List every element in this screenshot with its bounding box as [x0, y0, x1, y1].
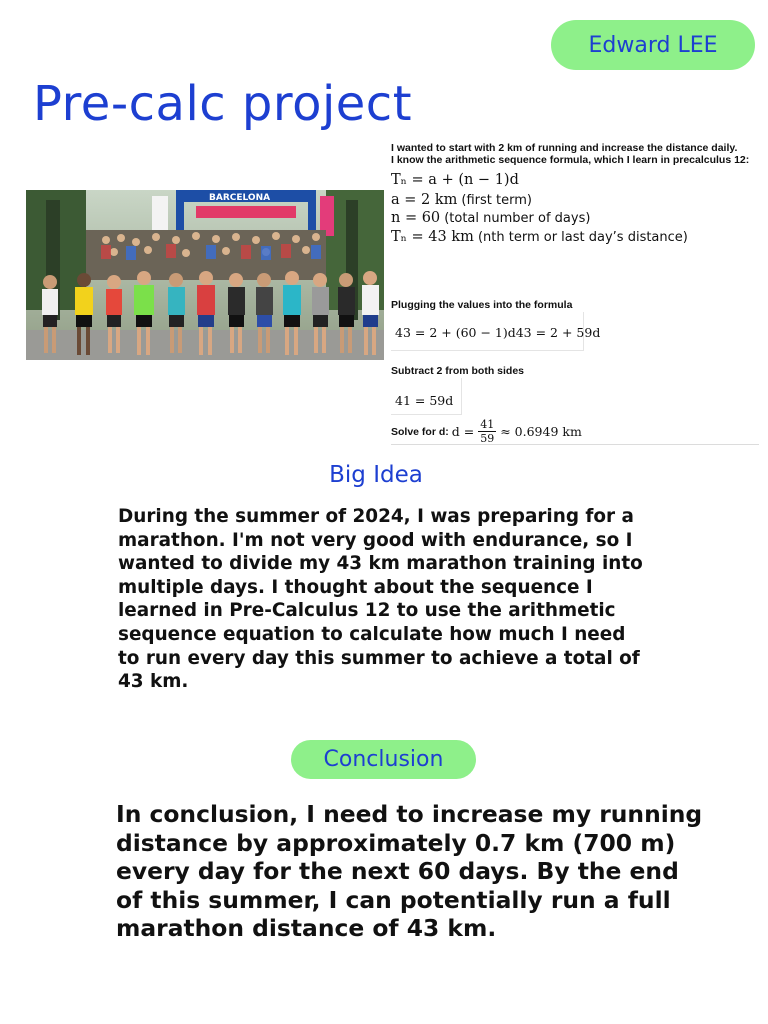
variable-expression: Tₙ = 43 km	[391, 229, 474, 245]
fraction	[478, 418, 496, 445]
solve-equation	[452, 418, 582, 445]
formula-expression: Tₙ = a + (n − 1)d	[391, 172, 519, 188]
banner-text: BARCELONA	[209, 193, 271, 203]
plug-equation: 43 = 2 + (60 − 1)d43 = 2 + 59d	[395, 325, 601, 340]
variable-expression: n = 60	[391, 210, 441, 226]
solve-step	[391, 418, 582, 445]
conclusion-badge	[291, 740, 476, 779]
variable-total-days	[391, 210, 590, 226]
subtract-equation: 41 = 59d	[395, 393, 454, 408]
variable-description: (nth term or last day’s distance)	[477, 230, 688, 245]
intro-line-1: I wanted to start with 2 km of running and increase the distance daily.	[391, 142, 738, 154]
sequence-formula	[391, 172, 519, 188]
conclusion-heading: Conclusion	[323, 747, 444, 772]
author-name: Edward LEE	[588, 32, 718, 58]
big-idea-text: During the summer of 2024, I was preparing for a marathon. I'm not very good with endurance, so I wanted to divide my 43 km marathon training into multiple days. I thought about the sequence I learned in Pre-Calculus 12 to use the arithmetic sequence equation to calculate how much I need to run every day this summer to achieve a total of 43 km.	[118, 506, 643, 693]
plug-step-label: Plugging the values into the formula	[391, 299, 573, 311]
variable-expression: a = 2 km	[391, 192, 458, 208]
conclusion-text: In conclusion, I need to increase my running distance by approximately 0.7 km (700 m) every day for the next 60 days. By the end of this summer, I can potentially run a full marathon distance of 43 km.	[116, 800, 703, 942]
variable-last-term	[391, 229, 688, 245]
fraction-denominator: 59	[480, 432, 495, 445]
solve-lhs: d =	[451, 424, 475, 439]
solve-step-label: Solve for d:	[391, 425, 449, 438]
page-title: Pre-calc project	[33, 76, 413, 132]
big-idea-heading: Big Idea	[329, 462, 423, 488]
solve-rhs: ≈ 0.6949 km	[500, 424, 582, 439]
variable-description: (total number of days)	[444, 211, 591, 226]
math-work-panel	[391, 142, 761, 454]
divider	[391, 444, 759, 445]
fraction-numerator: 41	[480, 418, 495, 431]
marathon-runners-illustration	[26, 190, 384, 360]
variable-first-term	[391, 192, 532, 208]
intro-line-2: I know the arithmetic sequence formula, which I learn in precalculus 12:	[391, 154, 750, 166]
author-badge	[551, 20, 755, 70]
marathon-photo	[26, 190, 384, 360]
variable-description: (first term)	[461, 193, 532, 208]
subtract-step-label: Subtract 2 from both sides	[391, 365, 525, 377]
